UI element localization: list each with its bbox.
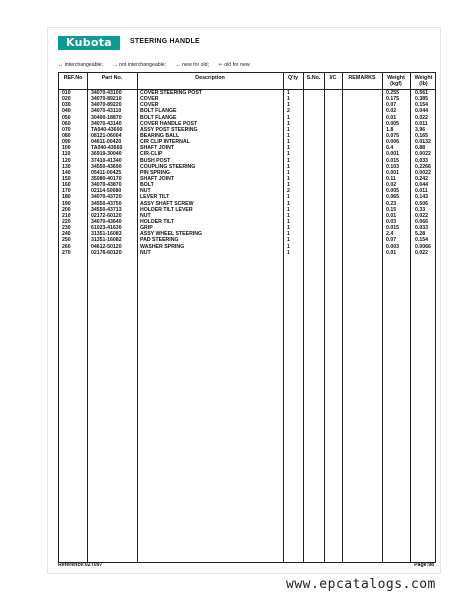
weight-lb-cell: 0.044 — [415, 182, 428, 189]
part-number-cell: 34070-43110 — [91, 108, 122, 115]
part-number-cell: 34070-89220 — [91, 102, 122, 109]
weight-lb-cell: 0.0022 — [415, 169, 431, 176]
description-cell: CIR CLIP INTERNAL — [140, 139, 190, 146]
header-weight-lb: Weight (lb) — [414, 75, 433, 87]
weight-lb-cell: 0.033 — [415, 157, 428, 164]
header-ic: I/C — [329, 75, 337, 81]
header-qty: Q'ty — [287, 75, 299, 81]
quantity-cell: 2 — [287, 188, 290, 195]
weight-lb-cell: 0.033 — [415, 225, 428, 232]
ref-cell: 170 — [62, 188, 71, 195]
part-number-cell: 04612-50120 — [91, 243, 122, 250]
weight-kgf-cell: 0.001 — [386, 169, 399, 176]
weight-kgf-cell: 0.255 — [386, 90, 399, 96]
ref-cell: 090 — [62, 139, 71, 146]
weight-lb-cell: 0.33 — [415, 206, 426, 213]
weight-kgf-cell: 2.4 — [386, 231, 394, 238]
description-cell: SHAFT JOINT — [140, 175, 175, 182]
weight-lb-cell: 0.0132 — [415, 139, 431, 146]
description-cell: ASSY POST STEERING — [140, 126, 198, 133]
weight-lb-cell: 0.0022 — [415, 151, 431, 158]
ref-cell: 040 — [62, 108, 71, 115]
weight-lb-cell: 0.022 — [415, 249, 428, 256]
description-cell: NUT — [140, 188, 151, 195]
ref-cell: 030 — [62, 102, 71, 109]
header-description: Description — [195, 75, 225, 81]
part-number-cell: TA040-43660 — [91, 145, 123, 152]
description-cell: PAD STEERING — [140, 237, 179, 244]
weight-kgf-cell: 0.01 — [386, 249, 397, 256]
quantity-cell: 1 — [287, 157, 290, 164]
quantity-cell: 1 — [287, 145, 290, 152]
quantity-cell: 1 — [287, 132, 290, 139]
interchangeability-legend — [58, 62, 258, 68]
quantity-cell: 1 — [287, 163, 290, 170]
part-number-cell: 04611-00420 — [91, 139, 122, 146]
ref-cell: 120 — [62, 157, 71, 164]
part-number-cell: 31351-16082 — [91, 237, 122, 244]
header-ref: REF.No — [63, 75, 83, 81]
quantity-cell: 1 — [287, 139, 290, 146]
ref-cell: 100 — [62, 145, 71, 152]
weight-kgf-cell: 0.015 — [386, 157, 399, 164]
part-number-cell: 34070-43140 — [91, 120, 122, 127]
description-cell: HOLDER TILT LEVER — [140, 206, 193, 213]
weight-lb-cell: 0.165 — [415, 132, 428, 139]
ref-cell: 250 — [62, 237, 71, 244]
ref-cell: 070 — [62, 126, 71, 133]
weight-kgf-cell: 1.8 — [386, 126, 394, 133]
weight-kgf-cell: 0.175 — [386, 96, 399, 103]
parts-table — [58, 72, 436, 563]
quantity-cell: 1 — [287, 120, 290, 127]
part-number-cell: 34070-43720 — [91, 194, 122, 201]
part-number-cell: 30400-18870 — [91, 114, 122, 121]
part-number-cell: 61023-41630 — [91, 225, 122, 232]
quantity-cell: 1 — [287, 169, 290, 176]
ref-cell: 140 — [62, 169, 71, 176]
weight-kgf-cell: 0.103 — [386, 163, 399, 170]
description-cell: BUSH POST — [140, 157, 171, 164]
description-cell: SHAFT JOINT — [140, 145, 175, 152]
weight-lb-cell: 0.242 — [415, 175, 428, 182]
weight-kgf-cell: 0.003 — [386, 243, 399, 250]
description-cell: LEVER TILT — [140, 194, 170, 201]
part-number-cell: TA040-43600 — [91, 126, 123, 133]
quantity-cell: 1 — [287, 182, 290, 189]
weight-kgf-cell: 0.065 — [386, 194, 399, 201]
legend-item: ← new for old; — [175, 62, 209, 68]
part-number-cell: 08121-06004 — [91, 132, 122, 139]
quantity-cell: 1 — [287, 96, 290, 103]
quantity-cell: 1 — [287, 218, 290, 225]
header-serial-no: S.No. — [306, 75, 321, 81]
part-number-cell: 36919-30040 — [91, 151, 122, 158]
quantity-cell: 1 — [287, 194, 290, 201]
description-cell: COUPLING STEERING — [140, 163, 196, 170]
quantity-cell: 1 — [287, 200, 290, 207]
weight-lb-cell: 0.044 — [415, 108, 428, 115]
weight-kgf-cell: 0.15 — [386, 206, 397, 213]
weight-lb-cell: 0.022 — [415, 114, 428, 121]
ref-cell: 130 — [62, 163, 71, 170]
weight-kgf-cell: 0.11 — [386, 175, 396, 182]
quantity-cell: 2 — [287, 108, 290, 115]
weight-kgf-cell: 0.001 — [386, 151, 399, 158]
ref-cell: 190 — [62, 200, 71, 207]
ref-cell: 200 — [62, 206, 71, 213]
part-number-cell: 34070-43870 — [91, 182, 122, 189]
legend-item: → not interchangeable; — [112, 62, 167, 68]
table-row — [59, 250, 435, 256]
ref-cell: 230 — [62, 225, 71, 232]
weight-kgf-cell: 0.01 — [386, 212, 397, 219]
description-cell: BOLT FLANGE — [140, 108, 177, 115]
quantity-cell: 1 — [287, 102, 290, 109]
weight-lb-cell: 0.154 — [415, 102, 428, 109]
table-body — [59, 90, 435, 256]
quantity-cell: 1 — [287, 231, 290, 238]
description-cell: COVER STEERING POST — [140, 90, 202, 96]
description-cell: ASSY WHEEL STEERING — [140, 231, 203, 238]
ref-cell: 010 — [62, 90, 71, 96]
weight-kgf-cell: 0.015 — [386, 225, 399, 232]
weight-lb-cell: 0.0066 — [415, 243, 431, 250]
quantity-cell: 1 — [287, 175, 290, 182]
weight-kgf-cell: 0.23 — [386, 200, 397, 207]
weight-lb-cell: 0.011 — [415, 120, 428, 127]
weight-kgf-cell: 0.07 — [386, 237, 397, 244]
weight-kgf-cell: 0.02 — [386, 182, 397, 189]
description-cell: ASSY SHAFT SCREW — [140, 200, 194, 207]
table-header — [59, 73, 435, 90]
description-cell: HOLDER TILT — [140, 218, 174, 225]
ref-cell: 080 — [62, 132, 71, 139]
weight-kgf-cell: 0.005 — [386, 120, 399, 127]
legend-item: ⇐ old for new — [218, 62, 250, 68]
part-number-cell: 02172-60120 — [91, 212, 122, 219]
weight-lb-cell: 0.022 — [415, 212, 428, 219]
ref-cell: 150 — [62, 175, 71, 182]
weight-lb-cell: 0.385 — [415, 96, 428, 103]
ref-cell: 270 — [62, 249, 71, 256]
description-cell: WASHER SPRING — [140, 243, 185, 250]
ref-cell: 020 — [62, 96, 71, 103]
weight-lb-cell: 0.88 — [415, 145, 426, 152]
ref-cell: 180 — [62, 194, 71, 201]
weight-lb-cell: 0.143 — [415, 194, 428, 201]
part-number-cell: 34070-43640 — [91, 218, 122, 225]
weight-kgf-cell: 0.07 — [386, 102, 397, 109]
ref-cell: 260 — [62, 243, 71, 250]
description-cell: GRIP — [140, 225, 153, 232]
quantity-cell: 1 — [287, 206, 290, 213]
legend-item: ↔ interchangeable; — [58, 62, 103, 68]
weight-kgf-cell: 0.03 — [386, 218, 397, 225]
weight-kgf-cell: 0.02 — [386, 108, 397, 115]
part-number-cell: 05411-00425 — [91, 169, 122, 176]
weight-lb-cell: 0.2266 — [415, 163, 431, 170]
weight-kgf-cell: 0.01 — [386, 114, 397, 121]
description-cell: BOLT FLANGE — [140, 114, 177, 121]
reference-code: Reference:02T097 — [58, 562, 103, 568]
quantity-cell: 1 — [287, 225, 290, 232]
description-cell: PIN SPRING — [140, 169, 170, 176]
header-remarks: REMARKS — [348, 75, 376, 81]
weight-lb-cell: 0.011 — [415, 188, 428, 195]
quantity-cell: 1 — [287, 243, 290, 250]
quantity-cell: 1 — [287, 151, 290, 158]
parts-catalog-page — [48, 28, 440, 573]
kubota-logo: Kubota — [58, 36, 120, 50]
weight-kgf-cell: 0.006 — [386, 139, 399, 146]
part-number-cell: 34550-43750 — [91, 200, 122, 207]
part-number-cell: 35080-40170 — [91, 175, 122, 182]
weight-kgf-cell: 0.4 — [386, 145, 394, 152]
description-cell: CIR-CLIP — [140, 151, 163, 158]
weight-lb-cell: 0.561 — [415, 90, 428, 96]
header-weight-kgf: Weight (kgf) — [387, 75, 405, 87]
description-cell: NUT — [140, 249, 151, 256]
part-number-cell: 37410-41340 — [91, 157, 122, 164]
quantity-cell: 1 — [287, 90, 290, 96]
quantity-cell: 1 — [287, 114, 290, 121]
quantity-cell: 1 — [287, 126, 290, 133]
ref-cell: 110 — [62, 151, 71, 158]
ref-cell: 060 — [62, 120, 71, 127]
weight-lb-cell: 0.506 — [415, 200, 428, 207]
weight-lb-cell: 3.96 — [415, 126, 426, 133]
part-number-cell: 31351-16083 — [91, 231, 122, 238]
quantity-cell: 1 — [287, 249, 290, 256]
description-cell: BEARING BALL — [140, 132, 180, 139]
description-cell: COVER — [140, 96, 159, 103]
part-number-cell: 02176-60120 — [91, 249, 122, 256]
weight-kgf-cell: 0.005 — [386, 188, 399, 195]
ref-cell: 220 — [62, 218, 71, 225]
weight-kgf-cell: 0.075 — [386, 132, 399, 139]
part-number-cell: 34550-43713 — [91, 206, 122, 213]
weight-lb-cell: 0.066 — [415, 218, 428, 225]
quantity-cell: 1 — [287, 212, 290, 219]
weight-lb-cell: 0.154 — [415, 237, 428, 244]
ref-cell: 050 — [62, 114, 71, 121]
header-part-no: Part No. — [101, 75, 123, 81]
description-cell: COVER — [140, 102, 159, 109]
ref-cell: 210 — [62, 212, 71, 219]
part-number-cell: 02114-50080 — [91, 188, 122, 195]
description-cell: COVER HANDLE POST — [140, 120, 198, 127]
part-number-cell: 34550-43690 — [91, 163, 122, 170]
description-cell: NUT — [140, 212, 151, 219]
quantity-cell: 1 — [287, 237, 290, 244]
page-title: STEERING HANDLE — [130, 38, 200, 45]
ref-cell: 160 — [62, 182, 71, 189]
description-cell: BOLT — [140, 182, 154, 189]
part-number-cell: 34070-43100 — [91, 90, 122, 96]
part-number-cell: 34070-89210 — [91, 96, 122, 103]
page-number: Page:98 — [414, 562, 434, 568]
weight-lb-cell: 5.28 — [415, 231, 426, 238]
watermark-text: www.epcatalogs.com — [286, 577, 436, 592]
ref-cell: 240 — [62, 231, 71, 238]
